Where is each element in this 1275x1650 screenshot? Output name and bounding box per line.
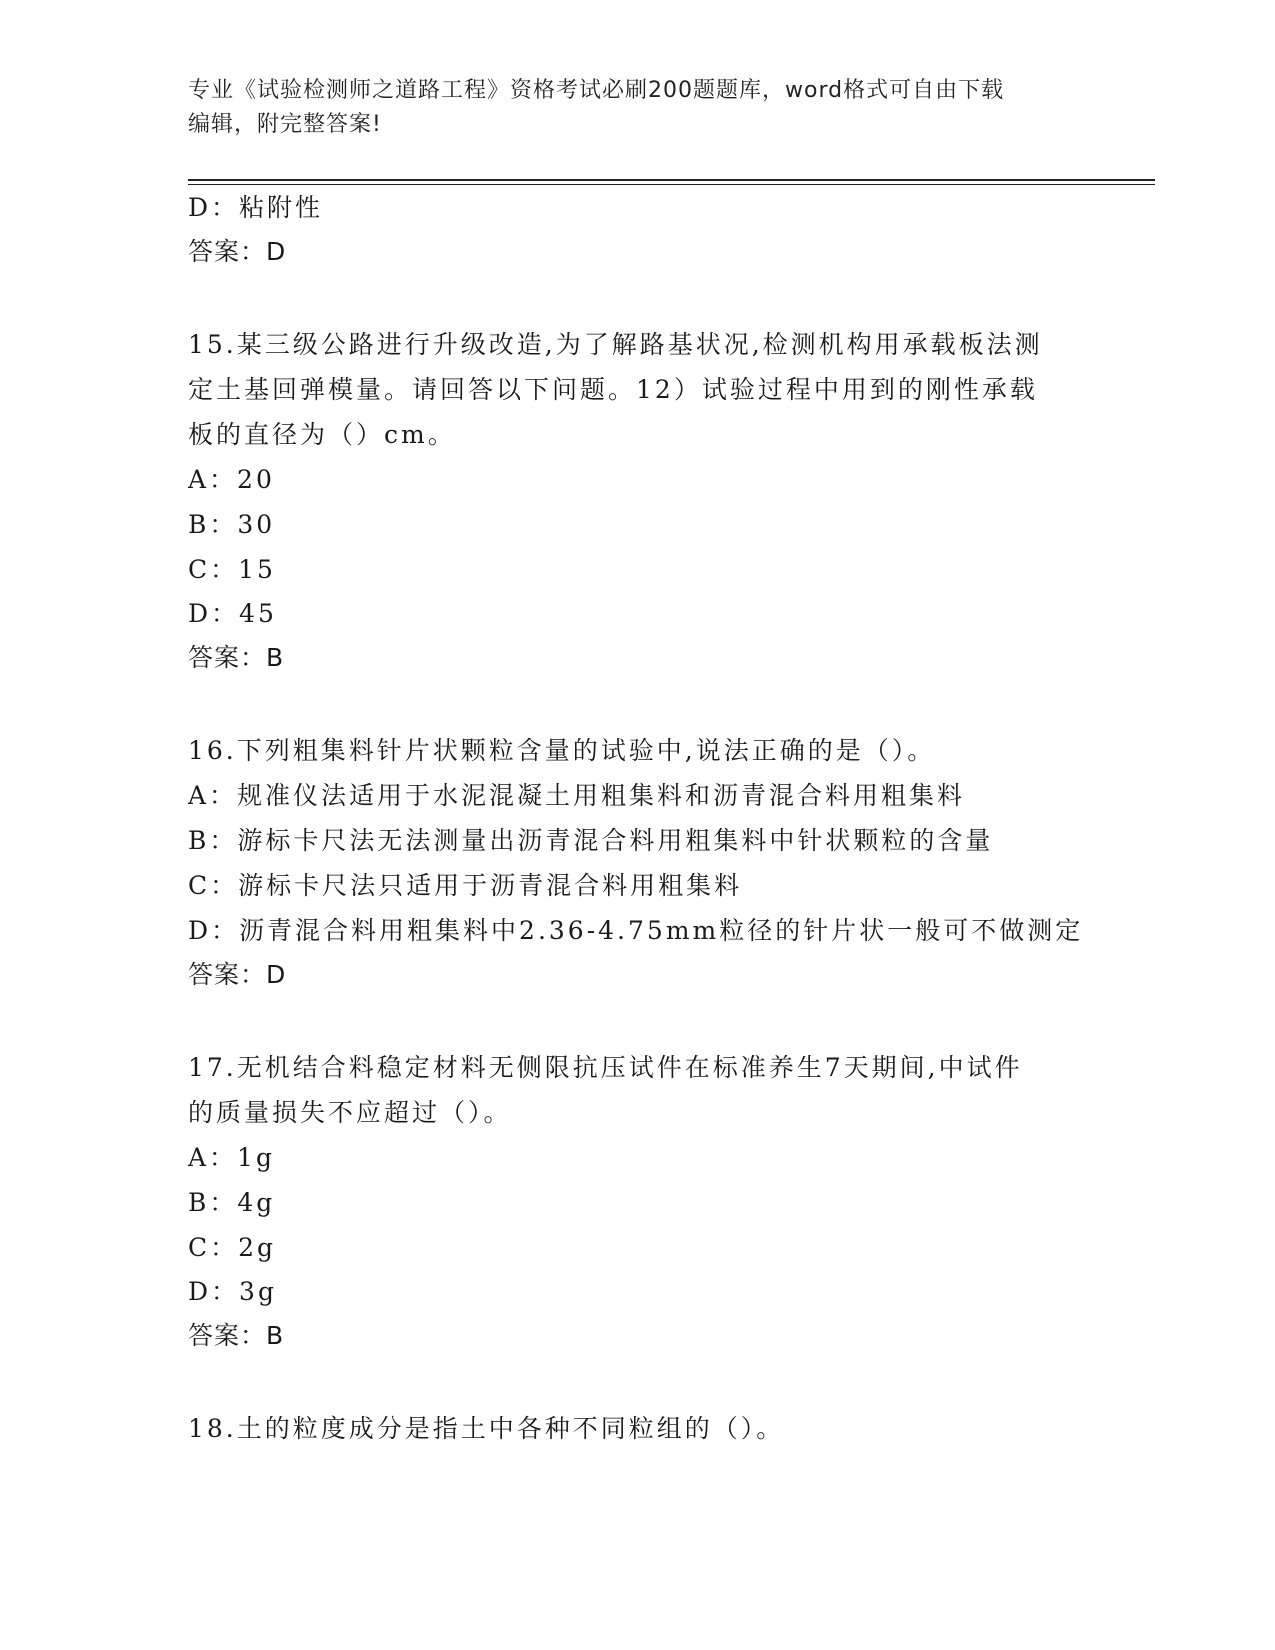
q17-stem-line-1: 17.无机结合料稳定材料无侧限抗压试件在标准养生7天期间,中试件 bbox=[188, 1053, 1023, 1082]
q16-option-d: D：沥青混合料用粗集料中2.36-4.75mm粒径的针片状一般可不做测定 bbox=[188, 916, 1084, 945]
q17-option-c: C：2g bbox=[188, 1233, 277, 1262]
q15-stem-line-1: 15.某三级公路进行升级改造,为了解路基状况,检测机构用承载板法测 bbox=[188, 330, 1043, 359]
q17-answer: 答案：B bbox=[188, 1321, 285, 1350]
header-line-2: 编辑，附完整答案! bbox=[188, 112, 382, 137]
q17-option-b: B：4g bbox=[188, 1188, 276, 1217]
q14-option-d: D：粘附性 bbox=[188, 193, 324, 222]
document-header bbox=[188, 74, 1088, 142]
q18-stem-line-1: 18.土的粒度成分是指土中各种不同粒组的（）。 bbox=[188, 1414, 785, 1443]
q15-option-a: A：20 bbox=[188, 465, 275, 494]
header-divider-thick bbox=[188, 179, 1155, 181]
q16-option-a: A：规准仪法适用于水泥混凝土用粗集料和沥青混合料用粗集料 bbox=[188, 781, 966, 810]
q16-option-c: C：游标卡尺法只适用于沥青混合料用粗集料 bbox=[188, 871, 743, 900]
q16-stem-line-1: 16.下列粗集料针片状颗粒含量的试验中,说法正确的是（）。 bbox=[188, 736, 936, 765]
q15-stem-line-3: 板的直径为（）cm。 bbox=[188, 420, 456, 449]
q15-option-b: B：30 bbox=[188, 510, 276, 539]
header-line-1: 专业《试验检测师之道路工程》资格考试必刷200题题库，word格式可自由下载 bbox=[188, 78, 1005, 103]
q17-stem-line-2: 的质量损失不应超过（）。 bbox=[188, 1098, 512, 1127]
q15-option-d: D：45 bbox=[188, 599, 277, 628]
q15-answer: 答案：B bbox=[188, 643, 285, 672]
q15-option-c: C：15 bbox=[188, 555, 276, 584]
header-divider-thin bbox=[188, 184, 1155, 185]
q16-option-b: B：游标卡尺法无法测量出沥青混合料用粗集料中针状颗粒的含量 bbox=[188, 826, 994, 855]
q14-answer: 答案：D bbox=[188, 237, 287, 266]
q16-answer: 答案：D bbox=[188, 960, 287, 989]
q17-option-a: A：1g bbox=[188, 1143, 275, 1172]
q17-option-d: D：3g bbox=[188, 1277, 277, 1306]
q15-stem-line-2: 定土基回弹模量。请回答以下问题。12）试验过程中用到的刚性承载 bbox=[188, 375, 1038, 404]
